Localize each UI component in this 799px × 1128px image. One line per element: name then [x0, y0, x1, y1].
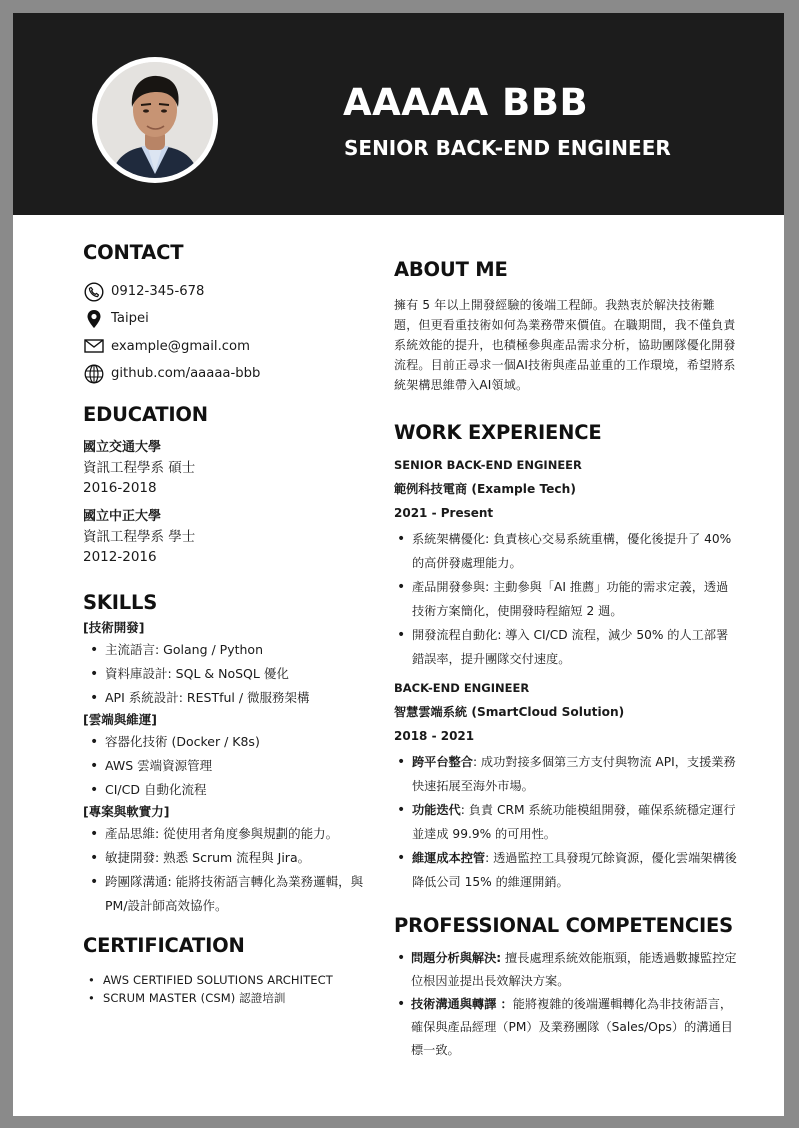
- job-bullets: [394, 750, 739, 894]
- candidate-name: AAAAA BBB: [343, 81, 589, 124]
- education-heading: EDUCATION: [83, 403, 208, 427]
- skill-group: [83, 802, 373, 918]
- job-bullet-lead: 產品開發參與: [412, 580, 486, 594]
- skill-group: [83, 710, 373, 802]
- contact-list: [83, 278, 373, 387]
- about-text: 擁有 5 年以上開發經驗的後端工程師。我熱衷於解決技術難題，但更看重技術如何為業務帶來價值。在職期間，我不僅負責系統效能的提升，也積極參與產品需求分析，協助團隊優化開發流程。目前正尋求一個AI技術與產品並重的工作環境，希望將系統架構思維帶入AI領域。: [394, 298, 736, 392]
- job-bullet-lead: 功能迭代: [412, 803, 461, 817]
- skill-item: • CI/CD 自動化流程: [83, 778, 373, 802]
- job-title: SENIOR BACK-END ENGINEER: [394, 458, 582, 472]
- job-company: 範例科技電商 (Example Tech): [394, 482, 576, 496]
- competency-lead: 問題分析與解決:: [411, 951, 502, 965]
- resume-page: [13, 13, 784, 1116]
- mail-icon: [83, 335, 105, 357]
- competencies-list: [394, 947, 739, 1062]
- job-bullets: [394, 527, 739, 671]
- contact-phone-text: 0912-345-678: [111, 284, 205, 300]
- education-years: 2012-2016: [83, 549, 157, 566]
- job-bullet: [394, 798, 739, 846]
- skill-item: • 敏捷開發: 熟悉 Scrum 流程與 Jira。: [83, 846, 373, 870]
- skill-item: • 跨團隊溝通: 能將技術語言轉化為業務邏輯，與 PM/設計師高效協作。: [83, 870, 373, 918]
- phone-icon: [83, 281, 105, 303]
- skill-item: • 產品思維: 從使用者角度參與規劃的能力。: [83, 822, 373, 846]
- skill-list: [83, 730, 373, 802]
- job-entry: [394, 679, 739, 894]
- job-bullet-text: : 透過監控工具發現冗餘資源，優化雲端架構後降低公司 15% 的維運開銷。: [412, 851, 737, 889]
- work-heading: WORK EXPERIENCE: [394, 421, 602, 444]
- education-entry: [83, 436, 373, 498]
- job-bullet-lead: 系統架構優化: [412, 532, 486, 546]
- contact-website-text: github.com/aaaaa-bbb: [111, 366, 261, 382]
- job-bullet: [394, 527, 739, 575]
- skill-item: • 資料庫設計: SQL & NoSQL 優化: [83, 662, 373, 686]
- education-degree: 資訊工程學系 碩士: [83, 460, 196, 477]
- job-bullet-text: : 成功對接多個第三方支付與物流 API，支援業務快速拓展至海外市場。: [412, 755, 736, 793]
- about-heading: ABOUT ME: [394, 258, 508, 281]
- location-pin-icon: [83, 308, 105, 330]
- job-bullet-lead: 跨平台整合: [412, 755, 473, 769]
- skill-category: [雲端與維運]: [83, 712, 157, 728]
- job-bullet-lead: 維運成本控管: [412, 851, 486, 865]
- competency-lead: 技術溝通與轉譯 ：: [411, 997, 513, 1011]
- education-school: 國立交通大學: [83, 440, 162, 456]
- contact-email: [83, 333, 373, 360]
- certification-heading: CERTIFICATION: [83, 934, 245, 958]
- globe-icon: [83, 363, 105, 385]
- job-title: BACK-END ENGINEER: [394, 681, 530, 695]
- education-degree: 資訊工程學系 學士: [83, 529, 196, 546]
- skill-item: • API 系統設計: RESTful / 微服務架構: [83, 686, 373, 710]
- job-bullet: [394, 846, 739, 894]
- right-column: [394, 258, 739, 1062]
- contact-location-text: Taipei: [111, 311, 149, 327]
- skill-list: [83, 822, 373, 918]
- skill-category: [技術開發]: [83, 620, 145, 636]
- certification-item: • AWS CERTIFIED SOLUTIONS ARCHITECT: [83, 971, 373, 989]
- job-dates: 2021 - Present: [394, 506, 494, 520]
- contact-location: [83, 305, 373, 332]
- job-bullet-text: : 負責 CRM 系統功能模組開發，確保系統穩定運行並達成 99.9% 的可用性。: [412, 803, 736, 841]
- job-bullet-lead: 開發流程自動化: [412, 628, 498, 642]
- job-bullet: [394, 575, 739, 623]
- skill-item: • 主流語言: Golang / Python: [83, 638, 373, 662]
- competency-item: [394, 947, 739, 993]
- contact-heading: CONTACT: [83, 241, 184, 264]
- contact-email-text: example@gmail.com: [111, 338, 250, 354]
- competency-item: [394, 993, 739, 1062]
- competencies-heading: PROFESSIONAL COMPETENCIES: [394, 914, 733, 937]
- profile-photo-frame: [92, 57, 218, 183]
- skill-item: • AWS 雲端資源管理: [83, 754, 373, 778]
- contact-website: [83, 360, 373, 387]
- job-bullet: [394, 750, 739, 798]
- job-dates: 2018 - 2021: [394, 729, 475, 743]
- certification-item: • SCRUM MASTER (CSM) 認證培訓: [83, 989, 373, 1007]
- competency-text: 能將複雜的後端邏輯轉化為非技術語言，確保與產品經理（PM）及業務團隊（Sales/Ops）的溝通目標一致。: [411, 997, 733, 1057]
- job-entry: [394, 456, 739, 671]
- job-bullet-text: : 導入 CI/CD 流程，減少 50% 的人工部署錯誤率，提升團隊交付速度。: [412, 628, 729, 666]
- left-column: [83, 241, 373, 1007]
- skill-group: [83, 618, 373, 710]
- skills-heading: SKILLS: [83, 591, 158, 615]
- job-bullet: [394, 623, 739, 671]
- candidate-title: SENIOR BACK-END ENGINEER: [344, 136, 671, 160]
- resume-header: [13, 13, 784, 215]
- skill-category: [專案與軟實力]: [83, 804, 170, 820]
- certification-list: [83, 971, 373, 1007]
- job-bullet-text: : 負責核心交易系統重構，優化後提升了 40% 的高併發處理能力。: [412, 532, 732, 570]
- education-entry: [83, 505, 373, 567]
- profile-photo: [97, 62, 213, 178]
- job-bullet-text: : 主動參與「AI 推薦」功能的需求定義，透過技術方案簡化，使開發時程縮短 2 週。: [412, 580, 729, 618]
- education-school: 國立中正大學: [83, 509, 162, 525]
- contact-phone: [83, 278, 373, 305]
- job-company: 智慧雲端系統 (SmartCloud Solution): [394, 705, 625, 719]
- competency-text: 擅長處理系統效能瓶頸，能透過數據監控定位根因並提出長效解決方案。: [411, 951, 737, 988]
- education-years: 2016-2018: [83, 480, 157, 497]
- skill-item: • 容器化技術 (Docker / K8s): [83, 730, 373, 754]
- skill-list: [83, 638, 373, 710]
